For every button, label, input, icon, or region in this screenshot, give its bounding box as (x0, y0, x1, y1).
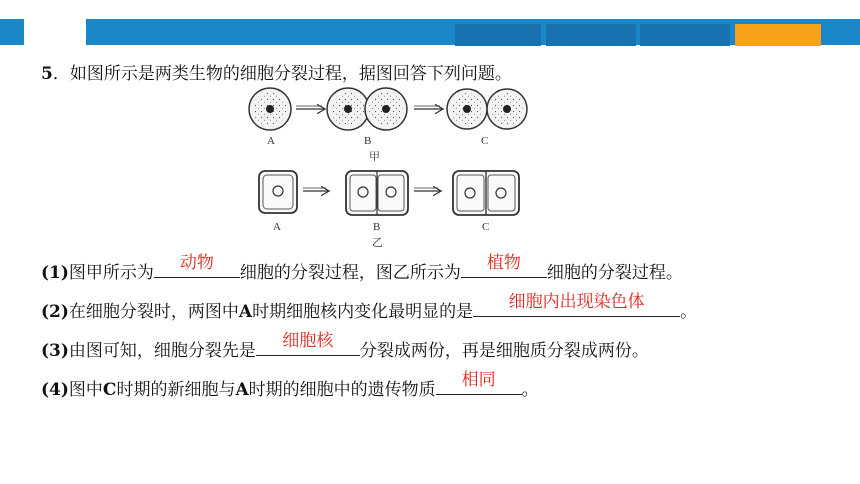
bold-text: A (238, 302, 253, 322)
header-segment-1 (455, 24, 541, 46)
header-segment-2 (546, 24, 636, 46)
item-text: 在细胞分裂时，两图中 (68, 302, 239, 322)
item-number: (1) (41, 263, 69, 283)
answer-blank[interactable] (436, 370, 522, 395)
item-text: 分裂成两份，再是细胞质分裂成两份。 (359, 341, 649, 361)
answer-blank[interactable] (154, 253, 240, 278)
answer-text: 植物 (486, 253, 521, 273)
item-text: 时期的新细胞与 (116, 380, 236, 400)
answer-blank[interactable] (256, 331, 360, 356)
item-number: (3) (41, 341, 69, 361)
bottom-label-a: A (273, 221, 281, 233)
plant-cell-b (346, 171, 408, 215)
animal-cell-b (327, 88, 407, 130)
answer-text: 细胞内出现染色体 (508, 292, 645, 312)
bold-text: C (102, 380, 117, 400)
plant-cell-a (259, 171, 297, 213)
top-label-b: B (364, 135, 372, 147)
item-number: (2) (41, 302, 69, 322)
item-text: 图中 (68, 380, 103, 400)
item-text: 细胞的分裂过程，图乙所示为 (239, 263, 461, 283)
bottom-label-b: B (373, 221, 381, 233)
header-accent-segment (735, 24, 821, 46)
answer-text: 相同 (461, 370, 496, 390)
question-item-2 (41, 292, 698, 324)
question-number: 5 (41, 64, 53, 84)
cell-division-figure (248, 80, 538, 250)
item-text: 图甲所示为 (68, 263, 154, 283)
item-text: 细胞的分裂过程。 (546, 263, 683, 283)
answer-text: 动物 (179, 253, 214, 273)
answer-text: 细胞核 (282, 331, 334, 351)
bottom-row-caption: 乙 (372, 237, 383, 249)
item-text: 。 (680, 302, 698, 322)
question-item-1 (41, 253, 683, 285)
animal-cell-c (447, 89, 527, 129)
top-row-caption: 甲 (369, 151, 380, 163)
animal-cell-a (249, 88, 291, 130)
header-bar-left (0, 19, 24, 45)
bold-text: A (235, 380, 249, 400)
item-text: 时期细胞核内变化最明显的是 (252, 302, 474, 322)
question-item-4 (41, 370, 539, 402)
top-label-c: C (481, 135, 489, 147)
question-text: ．如图所示是两类生物的细胞分裂过程，据图回答下列问题。 (52, 64, 512, 84)
question-item-3 (41, 331, 649, 363)
bottom-label-c: C (482, 221, 490, 233)
answer-blank[interactable] (473, 292, 680, 317)
top-label-a: A (267, 135, 275, 147)
item-number: (4) (41, 380, 69, 400)
item-text: 。 (521, 380, 539, 400)
plant-cell-c (453, 171, 519, 215)
item-text: 时期的细胞中的遗传物质 (248, 380, 436, 400)
header-segment-3 (640, 24, 730, 46)
answer-blank[interactable] (461, 253, 547, 278)
item-text: 由图可知，细胞分裂先是 (68, 341, 256, 361)
